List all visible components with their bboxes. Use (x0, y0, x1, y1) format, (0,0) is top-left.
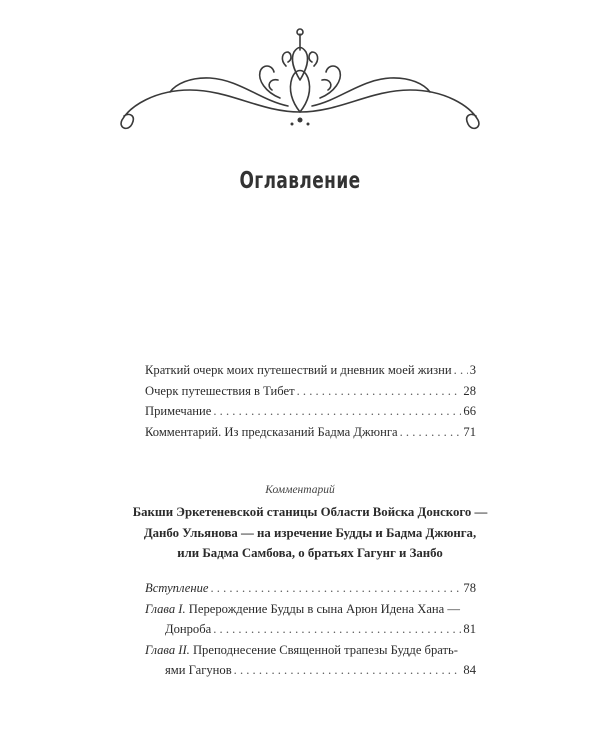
section-heading-line: или Бадма Самбова, о братьях Гагунг и Занбо (177, 546, 443, 560)
toc-entry[interactable] (145, 360, 476, 381)
toc-entry-page: 71 (463, 424, 476, 439)
page-title: Оглавление (239, 168, 361, 194)
leader-dots (213, 619, 461, 640)
toc-entry-title: Комментарий. Из предсказаний Бадма Джюнга (145, 424, 398, 439)
toc-entry[interactable] (145, 578, 476, 599)
toc-entry-page: 81 (463, 622, 476, 636)
leader-dots (213, 401, 461, 422)
toc-entry-title: Краткий очерк моих путешествий и дневник моей жизни (145, 363, 452, 377)
leader-dots (234, 660, 462, 681)
toc-entry[interactable] (145, 381, 476, 402)
toc-entry-title: Вступление (145, 581, 209, 595)
toc-entry-page: 78 (463, 581, 476, 595)
toc-entry[interactable] (145, 401, 476, 422)
decorative-ornament (110, 20, 490, 130)
section-label: Комментарий (265, 484, 335, 496)
section-heading (120, 502, 500, 564)
section-heading-line: Данбо Ульянова — на изречение Будды и Бадма Джюнга, (143, 525, 477, 540)
chapter-prefix: Глава II. (145, 642, 190, 657)
toc-entry-page: 28 (463, 383, 476, 398)
leader-dots (297, 381, 462, 402)
leader-dots (400, 422, 462, 443)
toc-entry-line[interactable] (145, 640, 476, 661)
toc-entry[interactable] (145, 422, 476, 443)
toc-entry-title: ями Гагунов (165, 663, 232, 677)
toc-entry[interactable] (145, 660, 476, 681)
chapter-prefix: Глава I. (145, 601, 186, 616)
toc-commentary (145, 578, 476, 681)
toc-entry-page: 3 (469, 363, 476, 377)
toc-entry-title: Перерождение Будды в сына Арюн Идена Хана — (185, 601, 461, 616)
toc-entry-title: Примечание (145, 404, 212, 418)
toc-entry-line[interactable] (145, 599, 476, 620)
toc-entry[interactable] (145, 619, 476, 640)
toc-entry-title: Преподнесение Священной трапезы Будде брать- (189, 642, 458, 657)
toc-entry-page: 66 (463, 404, 476, 418)
leader-dots (210, 578, 461, 599)
section-heading-line: Бакши Эркетеневской станицы Области Войска Донского — (132, 505, 488, 519)
toc-entry-title: Очерк путешествия в Тибет (145, 383, 295, 398)
toc-entry-page: 84 (463, 663, 476, 677)
leader-dots (454, 360, 468, 381)
toc-entry-title: Донроба (165, 622, 212, 636)
toc-main (145, 360, 476, 442)
